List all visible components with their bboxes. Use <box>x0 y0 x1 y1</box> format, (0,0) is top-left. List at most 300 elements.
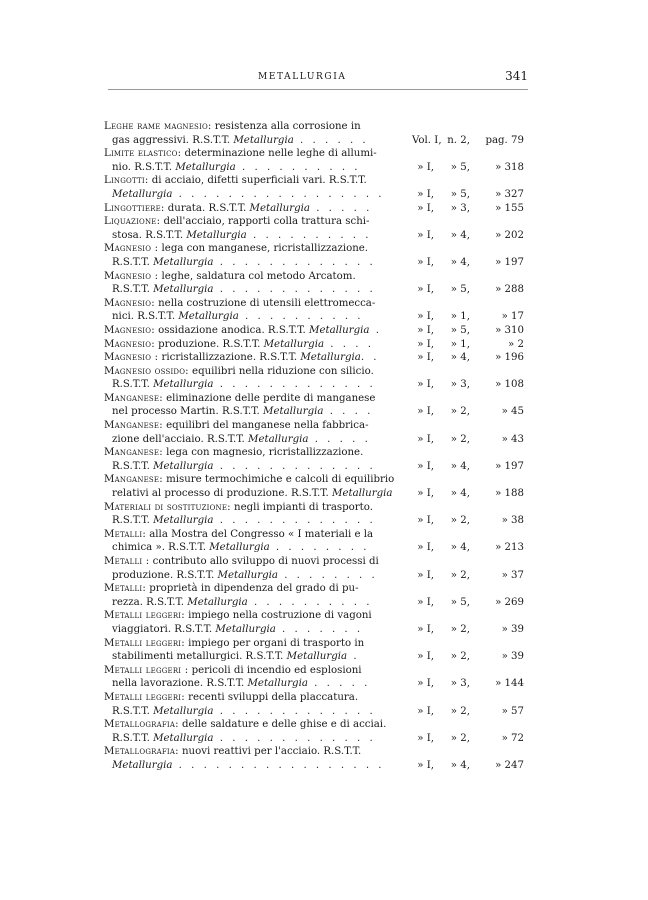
entry-line <box>104 637 524 651</box>
entry-text <box>104 229 406 243</box>
entry-line <box>104 718 524 732</box>
entry-reference <box>406 759 524 773</box>
issue-ref: » 5, <box>450 161 470 173</box>
entry-text <box>104 555 524 569</box>
page-ref: » 45 <box>501 406 524 418</box>
leader-dots: . . . . <box>324 338 374 350</box>
volume-ref: » I, <box>417 188 434 200</box>
entry-reference <box>406 324 524 338</box>
entry-reference <box>406 433 524 447</box>
entry-term: Metalli: <box>104 528 146 540</box>
header-rule <box>108 89 528 90</box>
entry-description: impiego per organi di trasporto in <box>184 637 365 649</box>
leader-dots: . . . . . . . . . . . . . <box>213 460 376 472</box>
entry-text <box>104 174 524 188</box>
entry-term: Manganese: <box>104 420 163 432</box>
page-ref: » 196 <box>495 352 524 364</box>
index-entry <box>104 609 524 636</box>
issue-ref: » 4, <box>450 256 470 268</box>
journal-name: Metallurgia <box>209 542 270 554</box>
volume-ref: » I, <box>417 705 434 717</box>
entry-reference <box>406 405 524 419</box>
entry-text <box>104 650 406 664</box>
entry-text <box>104 419 524 433</box>
entry-text <box>104 433 406 447</box>
entry-description: nella costruzione di utensili elettromecca- <box>154 297 376 309</box>
leader-dots: . . <box>360 352 380 364</box>
entry-text <box>104 378 406 392</box>
leader-dots: . . . . . . . . . . . . . <box>213 732 376 744</box>
volume-ref: » I, <box>417 379 434 391</box>
page-ref: » 155 <box>495 202 524 214</box>
entry-reference <box>406 161 524 175</box>
issue-ref: » 5, <box>450 284 470 296</box>
index-entry <box>104 637 524 664</box>
entry-line <box>104 270 524 284</box>
entry-line <box>104 310 524 324</box>
entry-line <box>104 324 524 338</box>
entry-description: R.S.T.T. <box>112 284 154 296</box>
leader-dots: . . . . . . <box>293 134 369 146</box>
issue-ref: » 1, <box>450 311 470 323</box>
volume-ref: » I, <box>417 651 434 663</box>
journal-name: Metallurgia <box>175 161 236 173</box>
entry-text <box>104 718 524 732</box>
entry-description: impiego nella costruzione di vagoni <box>184 610 372 622</box>
entry-term: Magnesio : <box>104 270 159 282</box>
entry-text <box>104 215 524 229</box>
entry-description: proprietà in dipendenza del grado di pu- <box>145 583 359 595</box>
entry-description: negli impianti di trasporto. <box>230 501 373 513</box>
entry-description: viaggiatori. R.S.T.T. <box>112 623 216 635</box>
entry-text <box>104 202 406 216</box>
journal-name: Metallurgia <box>153 284 214 296</box>
entry-reference <box>406 596 524 610</box>
issue-ref: » 4, <box>450 488 470 500</box>
issue-ref: » 3, <box>450 202 470 214</box>
issue-ref: » 2, <box>450 705 470 717</box>
entry-line <box>104 392 524 406</box>
page-ref: » 202 <box>495 229 524 241</box>
entry-text <box>104 609 524 623</box>
entry-text <box>104 134 406 148</box>
journal-name: Metallurgia <box>215 623 276 635</box>
entry-description: ricristallizzazione. R.S.T.T. <box>158 352 301 364</box>
entry-term: Metalli : <box>104 556 150 567</box>
entry-text <box>104 446 524 460</box>
entry-term: Metalli leggeri: <box>104 637 185 649</box>
entry-text <box>104 324 406 338</box>
journal-name: Metallurgia <box>153 256 214 268</box>
entry-line <box>104 582 524 596</box>
volume-ref: » I, <box>417 161 434 173</box>
entry-term: Liquazione: <box>104 216 161 228</box>
issue-ref: » 2, <box>450 732 470 744</box>
entry-description: gas aggressivi. R.S.T.T. <box>112 134 234 146</box>
entry-line <box>104 501 524 515</box>
entry-text <box>104 256 406 270</box>
entry-description: produzione. R.S.T.T. <box>112 569 218 581</box>
journal-name: Metallurgia <box>233 134 294 146</box>
issue-ref: » 4, <box>450 229 470 241</box>
entry-text <box>104 596 406 610</box>
entry-term: Metallografia: <box>104 746 179 758</box>
entry-text <box>104 664 524 678</box>
entry-description: nici. R.S.T.T. <box>112 311 179 323</box>
entry-description: durata. R.S.T.T. <box>164 202 250 214</box>
issue-ref: » 4, <box>450 352 470 364</box>
issue-ref: » 4, <box>450 460 470 472</box>
leader-dots: . . . . . . . . . . <box>235 161 361 173</box>
journal-name: Metallurgia <box>248 433 309 445</box>
entry-text <box>104 473 524 487</box>
entry-term: Magnesio: <box>104 324 155 336</box>
index-entry <box>104 147 524 174</box>
leader-dots: . . . . . . . . . . . . . <box>213 379 376 391</box>
journal-name: Metallurgia <box>286 651 348 663</box>
entry-line <box>104 473 524 487</box>
entry-term: Metalli leggeri : <box>104 664 189 676</box>
entry-text <box>104 677 406 691</box>
index-entry <box>104 419 524 446</box>
entry-reference <box>406 378 524 392</box>
entry-line <box>104 596 524 610</box>
volume-ref: » I, <box>417 229 434 241</box>
journal-name: Metallurgia <box>263 406 324 418</box>
journal-name: Metallurgia <box>332 488 393 500</box>
leader-dots: . . . . . . . . <box>269 542 370 554</box>
page-ref: pag. 79 <box>485 134 524 146</box>
entry-description: nella lavorazione. R.S.T.T. <box>112 678 248 690</box>
entry-description: nio. R.S.T.T. <box>112 161 176 173</box>
entry-line <box>104 147 524 161</box>
volume-ref: » I, <box>417 732 434 744</box>
entry-description: misure termochimiche e calcoli di equilibrio <box>162 474 395 486</box>
entry-description: R.S.T.T. <box>112 379 154 391</box>
volume-ref: » I, <box>417 596 434 608</box>
entry-reference <box>406 188 524 202</box>
entry-text <box>104 460 406 474</box>
entry-reference <box>406 310 524 324</box>
entry-reference <box>406 338 524 352</box>
entry-line <box>104 161 524 175</box>
index-entry <box>104 270 524 297</box>
journal-name: Metallurgia <box>178 311 239 323</box>
journal-name: Metallurgia <box>112 759 173 771</box>
entry-reference <box>406 487 524 501</box>
entry-term: Lingottiere: <box>104 202 165 214</box>
issue-ref: » 2, <box>450 433 470 445</box>
entry-reference <box>406 229 524 243</box>
entry-term: Magnesio ossido: <box>104 365 189 377</box>
volume-ref: » I, <box>417 623 434 635</box>
volume-ref: » I, <box>417 311 434 323</box>
volume-ref: » I, <box>417 488 434 500</box>
page-ref: » 327 <box>495 188 524 200</box>
journal-name: Metallurgia <box>247 678 308 690</box>
volume-ref: » I, <box>417 542 434 554</box>
journal-name: Metallurgia <box>153 379 214 391</box>
entry-reference <box>406 351 524 365</box>
entry-reference <box>406 134 524 148</box>
entry-description: R.S.T.T. <box>112 732 154 744</box>
entry-term: Magnesio : <box>104 243 159 255</box>
issue-ref: n. 2, <box>447 134 470 146</box>
entry-term: Magnesio: <box>104 297 155 309</box>
entry-term: Metalli: <box>104 583 146 595</box>
index-entry <box>104 242 524 269</box>
entry-text <box>104 405 406 419</box>
page-ref: » 72 <box>501 732 524 744</box>
entry-reference <box>406 514 524 528</box>
entry-text <box>104 242 524 256</box>
entry-text <box>104 745 524 759</box>
entry-description: alla Mostra del Congresso « I materiali e la <box>145 528 374 540</box>
leader-dots: . . . . . . . . . . . . . <box>213 705 376 717</box>
entry-text <box>104 365 524 379</box>
entry-description: stosa. R.S.T.T. <box>112 229 187 241</box>
volume-ref: » I, <box>417 256 434 268</box>
entry-description: R.S.T.T. <box>112 256 154 268</box>
page-ref: » 213 <box>495 542 524 554</box>
entry-reference <box>406 541 524 555</box>
entry-text <box>104 297 524 311</box>
entry-description: resistenza alla corrosione in <box>211 121 361 132</box>
entry-description: lega con manganese, ricristallizzazione. <box>158 243 369 255</box>
entry-text <box>104 759 406 773</box>
page-ref: » 37 <box>501 569 524 581</box>
page-ref: » 39 <box>501 623 524 635</box>
entry-line <box>104 174 524 188</box>
entry-line <box>104 365 524 379</box>
volume-ref: » I, <box>417 460 434 472</box>
entry-description: R.S.T.T. <box>112 460 154 472</box>
index-entry <box>104 338 524 352</box>
leader-dots: . . . . . . . . . . . . . <box>213 284 376 296</box>
page-ref: » 318 <box>495 161 524 173</box>
leader-dots: . . . . . <box>307 678 371 690</box>
entry-text <box>104 514 406 528</box>
entry-line <box>104 419 524 433</box>
leader-dots: . . . . . . . <box>275 623 364 635</box>
journal-name: Metallurgia <box>153 705 214 717</box>
page-ref: » 247 <box>495 759 524 771</box>
page-ref: » 43 <box>501 433 524 445</box>
entry-line <box>104 664 524 678</box>
entry-line <box>104 650 524 664</box>
entry-text <box>104 270 524 284</box>
issue-ref: » 5, <box>450 596 470 608</box>
index-entry <box>104 582 524 609</box>
leader-dots: . . . . . . . . . . . . . <box>213 256 376 268</box>
entry-line <box>104 283 524 297</box>
page-ref: » 2 <box>508 338 524 350</box>
entry-text <box>104 120 524 134</box>
issue-ref: » 2, <box>450 515 470 527</box>
index-entry <box>104 745 524 772</box>
entry-line <box>104 677 524 691</box>
entry-term: Leghe rame magnesio: <box>104 121 212 132</box>
entry-description: di acciaio, difetti superficiali vari. R.S.T.T. <box>148 175 367 187</box>
volume-ref: » I, <box>417 406 434 418</box>
issue-ref: » 4, <box>450 542 470 554</box>
entry-description: eliminazione delle perdite di manganese <box>162 392 376 404</box>
entry-description: recenti sviluppi della placcatura. <box>184 691 359 703</box>
volume-ref: » I, <box>417 324 434 336</box>
issue-ref: » 5, <box>450 188 470 200</box>
index-entry <box>104 691 524 718</box>
journal-name: Metallurgia <box>217 569 278 581</box>
index-entry <box>104 473 524 500</box>
leader-dots: . . . . . . . . . . . . . <box>213 515 376 527</box>
issue-ref: » 3, <box>450 379 470 391</box>
entry-line <box>104 569 524 583</box>
page-ref: » 38 <box>501 515 524 527</box>
entry-text <box>104 338 406 352</box>
index-entry <box>104 351 524 365</box>
entry-description: equilibri nella riduzione con silicio. <box>188 365 374 377</box>
entry-description: zione dell'acciaio. R.S.T.T. <box>112 433 249 445</box>
entry-line <box>104 378 524 392</box>
leader-dots: . <box>369 324 382 336</box>
index-entry <box>104 718 524 745</box>
page-ref: » 288 <box>495 284 524 296</box>
entry-description: chimica ». R.S.T.T. <box>112 542 210 554</box>
entry-text <box>104 637 524 651</box>
entry-description: dell'acciaio, rapporti colla trattura schi- <box>160 216 370 228</box>
index-entry <box>104 365 524 392</box>
leader-dots: . . . . <box>323 406 374 418</box>
entry-reference <box>406 650 524 664</box>
entry-term: Manganese: <box>104 474 163 486</box>
page-ref: » 57 <box>501 705 524 717</box>
leader-dots: . . . . . . . . . . <box>246 229 372 241</box>
page-ref: » 188 <box>495 488 524 500</box>
entry-term: Limite elastico: <box>104 148 182 160</box>
entry-reference <box>406 283 524 297</box>
entry-line <box>104 732 524 746</box>
entry-term: Magnesio: <box>104 338 155 350</box>
page-ref: » 17 <box>501 311 524 323</box>
volume-ref: » I, <box>417 759 434 771</box>
entry-text <box>104 161 406 175</box>
entry-line <box>104 256 524 270</box>
volume-ref: » I, <box>417 284 434 296</box>
volume-ref: » I, <box>417 678 434 690</box>
entry-text <box>104 691 524 705</box>
entry-description: rezza. R.S.T.T. <box>112 596 188 608</box>
entry-line <box>104 242 524 256</box>
volume-ref: » I, <box>417 433 434 445</box>
entry-line <box>104 541 524 555</box>
entry-description: pericoli di incendio ed esplosioni <box>188 664 362 676</box>
entry-text <box>104 623 406 637</box>
entry-term: Metalli leggeri: <box>104 610 185 622</box>
entry-line <box>104 460 524 474</box>
entry-description: lega con magnesio, ricristallizzazione. <box>162 447 364 459</box>
issue-ref: » 1, <box>450 338 470 350</box>
page-ref: » 269 <box>495 596 524 608</box>
entry-line <box>104 446 524 460</box>
issue-ref: » 2, <box>450 651 470 663</box>
page-ref: » 310 <box>495 324 524 336</box>
entry-description: produzione. R.S.T.T. <box>154 338 264 350</box>
entry-line <box>104 623 524 637</box>
entry-reference <box>406 256 524 270</box>
entry-text <box>104 283 406 297</box>
entry-reference <box>406 705 524 719</box>
entry-line <box>104 691 524 705</box>
entry-line <box>104 759 524 773</box>
index-entry <box>104 215 524 242</box>
index-entry <box>104 664 524 691</box>
page-ref: » 197 <box>495 256 524 268</box>
issue-ref: » 2, <box>450 569 470 581</box>
entry-text <box>104 732 406 746</box>
entry-line <box>104 705 524 719</box>
issue-ref: » 3, <box>450 678 470 690</box>
entry-reference <box>406 569 524 583</box>
entry-text <box>104 392 524 406</box>
index-entry <box>104 297 524 324</box>
index-entry <box>104 528 524 555</box>
leader-dots: . <box>347 651 360 663</box>
entry-description: determinazione nelle leghe di allumi- <box>181 148 377 160</box>
entry-line <box>104 297 524 311</box>
index-entry <box>104 555 524 582</box>
entry-text <box>104 351 406 365</box>
entry-description: nel processo Martin. R.S.T.T. <box>112 406 264 418</box>
entry-line <box>104 405 524 419</box>
volume-ref: Vol. I, <box>412 134 442 146</box>
running-title: METALLURGIA <box>258 72 347 82</box>
volume-ref: » I, <box>417 352 434 364</box>
entry-description: R.S.T.T. <box>112 515 154 527</box>
page-ref: » 108 <box>495 379 524 391</box>
entry-text <box>104 188 406 202</box>
entry-reference <box>406 677 524 691</box>
entry-term: Magnesio : <box>104 352 159 364</box>
entry-text <box>104 501 524 515</box>
index-entry <box>104 120 524 147</box>
page-number: 341 <box>505 69 528 83</box>
entry-term: Manganese: <box>104 447 163 459</box>
entry-term: Metalli leggeri: <box>104 691 185 703</box>
entry-line <box>104 514 524 528</box>
entry-description: nuovi reattivi per l'acciaio. R.S.T.T. <box>178 746 362 758</box>
entry-line <box>104 528 524 542</box>
entry-text <box>104 147 524 161</box>
entry-term: Metallografia: <box>104 719 179 731</box>
journal-name: Metallurgia <box>153 460 214 472</box>
index-entry <box>104 446 524 473</box>
index-entry <box>104 324 524 338</box>
entry-text <box>104 310 406 324</box>
page-ref: » 39 <box>501 651 524 663</box>
entry-line <box>104 351 524 365</box>
entry-term: Lingotti: <box>104 175 149 187</box>
entry-line <box>104 745 524 759</box>
entry-text <box>104 569 406 583</box>
issue-ref: » 5, <box>450 324 470 336</box>
volume-ref: » I, <box>417 515 434 527</box>
entry-reference <box>406 732 524 746</box>
journal-name: Metallurgia <box>112 188 173 200</box>
entry-text <box>104 582 524 596</box>
journal-name: Metallurgia <box>187 596 248 608</box>
entry-description: ossidazione anodica. R.S.T.T. <box>154 324 310 336</box>
index-entry <box>104 202 524 216</box>
